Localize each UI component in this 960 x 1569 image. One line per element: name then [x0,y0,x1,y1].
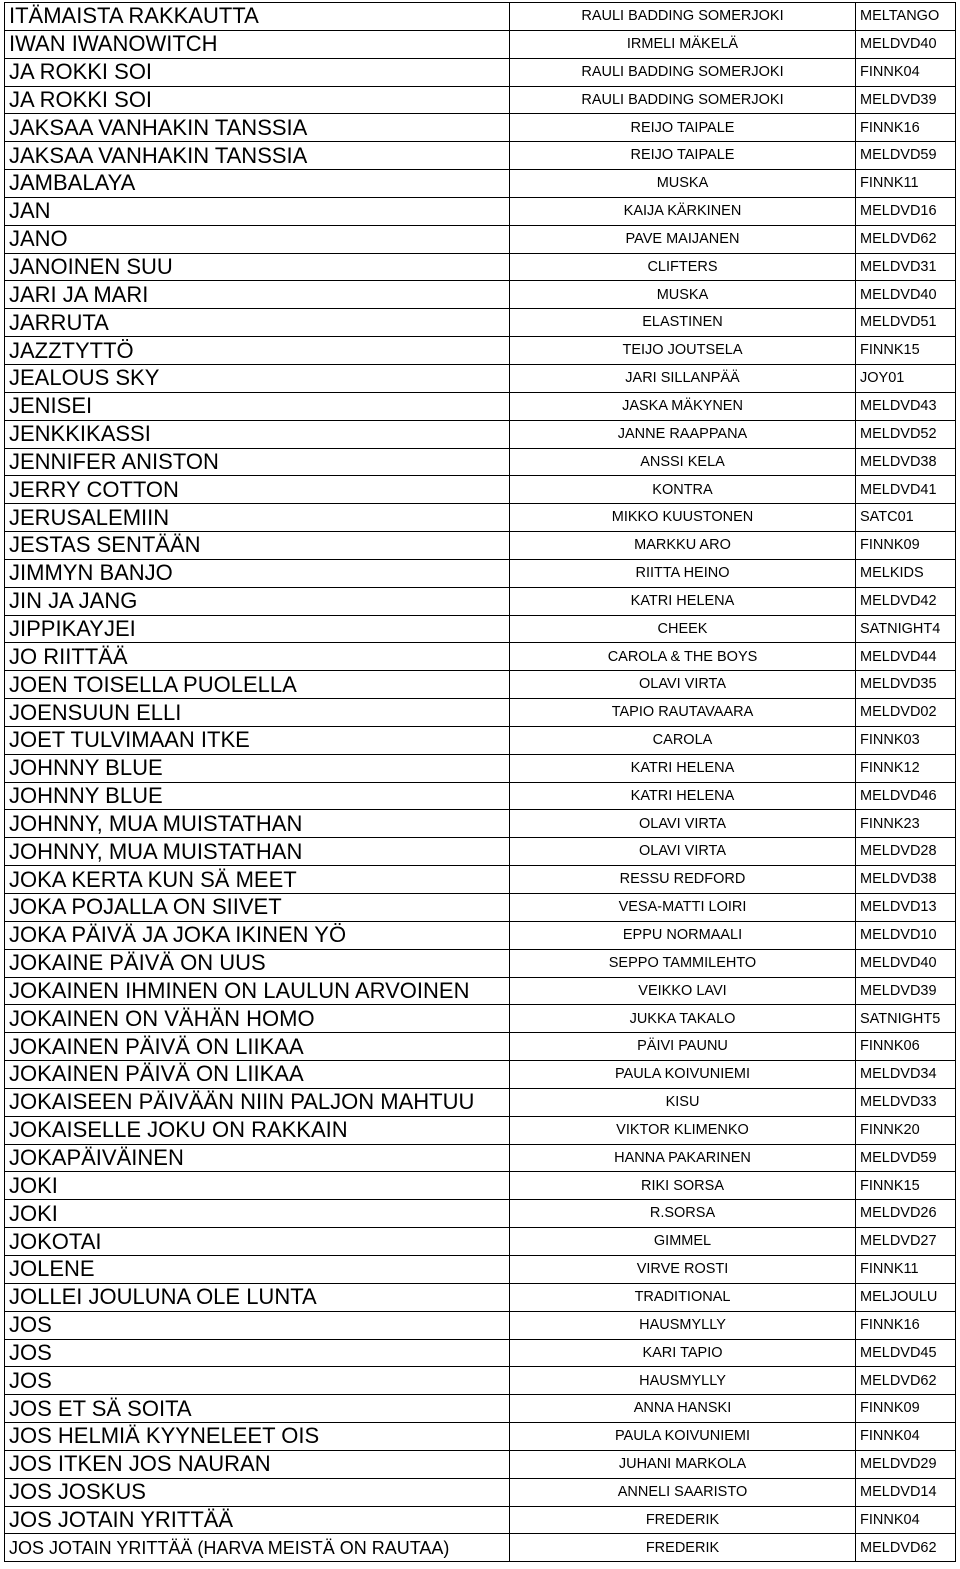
cell-code: FINNK12 [856,754,956,782]
cell-code: MELDVD62 [856,1534,956,1562]
cell-code: MELDVD46 [856,782,956,810]
cell-code: MELDVD62 [856,1367,956,1395]
table-row [5,643,956,671]
cell-title: JOHNNY, MUA MUISTATHAN [5,810,510,838]
cell-title: JOKAISELLE JOKU ON RAKKAIN [5,1116,510,1144]
table-row [5,1255,956,1283]
cell-code: FINNK15 [856,1172,956,1200]
cell-title: JAZZTYTTÖ [5,337,510,365]
cell-title: JO RIITTÄÄ [5,643,510,671]
table-row [5,1116,956,1144]
cell-artist: PAULA KOIVUNIEMI [510,1061,856,1089]
cell-artist: IRMELI MÄKELÄ [510,30,856,58]
cell-code: MELDVD38 [856,448,956,476]
table-row [5,1367,956,1395]
cell-title: JOKOTAI [5,1228,510,1256]
table-row [5,532,956,560]
table-row [5,1506,956,1534]
cell-code: MELDVD39 [856,86,956,114]
cell-code: MELDVD27 [856,1228,956,1256]
cell-title: JIMMYN BANJO [5,559,510,587]
cell-code: MELDVD52 [856,420,956,448]
cell-code: MELDVD59 [856,1144,956,1172]
cell-code: MELDVD16 [856,197,956,225]
table-row [5,1423,956,1451]
cell-artist: PAVE MAIJANEN [510,225,856,253]
cell-title: JARRUTA [5,309,510,337]
cell-artist: RAULI BADDING SOMERJOKI [510,3,856,31]
cell-artist: PÄIVI PAUNU [510,1033,856,1061]
cell-artist: MARKKU ARO [510,532,856,560]
cell-artist: KAIJA KÄRKINEN [510,197,856,225]
cell-artist: OLAVI VIRTA [510,810,856,838]
cell-artist: PAULA KOIVUNIEMI [510,1423,856,1451]
table-row [5,504,956,532]
cell-artist: TAPIO RAUTAVAARA [510,699,856,727]
cell-code: SATNIGHT4 [856,615,956,643]
table-row [5,894,956,922]
cell-artist: JUKKA TAKALO [510,1005,856,1033]
cell-title: JOKI [5,1172,510,1200]
cell-code: MELDVD43 [856,392,956,420]
table-row [5,1144,956,1172]
table-row [5,587,956,615]
cell-title: JOET TULVIMAAN ITKE [5,726,510,754]
table-row [5,559,956,587]
cell-title: JOHNNY BLUE [5,782,510,810]
cell-title: JOS JOTAIN YRITTÄÄ [5,1506,510,1534]
cell-title: JOKAINE PÄIVÄ ON UUS [5,949,510,977]
table-row [5,699,956,727]
table-row [5,86,956,114]
table-row [5,1228,956,1256]
cell-title: JIPPIKAYJEI [5,615,510,643]
cell-title: JOS ET SÄ SOITA [5,1395,510,1423]
cell-title: JERUSALEMIIN [5,504,510,532]
cell-artist: VIKTOR KLIMENKO [510,1116,856,1144]
cell-artist: FREDERIK [510,1506,856,1534]
cell-code: MELDVD14 [856,1478,956,1506]
cell-title: JOHNNY BLUE [5,754,510,782]
cell-title: JENKKIKASSI [5,420,510,448]
cell-code: MELDVD28 [856,838,956,866]
cell-artist: EPPU NORMAALI [510,921,856,949]
cell-title: JARI JA MARI [5,281,510,309]
cell-code: MELDVD40 [856,949,956,977]
cell-code: MELDVD34 [856,1061,956,1089]
cell-code: FINNK16 [856,114,956,142]
cell-artist: CHEEK [510,615,856,643]
cell-artist: CAROLA [510,726,856,754]
cell-title: JOKAINEN PÄIVÄ ON LIIKAA [5,1033,510,1061]
table-row [5,1534,956,1562]
table-row [5,1311,956,1339]
cell-artist: KONTRA [510,476,856,504]
table-row [5,1033,956,1061]
cell-code: FINNK16 [856,1311,956,1339]
cell-artist: KATRI HELENA [510,782,856,810]
cell-code: FINNK04 [856,1423,956,1451]
song-table-body [5,3,956,1562]
table-row [5,1061,956,1089]
cell-title: JOKAINEN PÄIVÄ ON LIIKAA [5,1061,510,1089]
cell-title: JOKAPÄIVÄINEN [5,1144,510,1172]
table-row [5,921,956,949]
cell-artist: VIRVE ROSTI [510,1255,856,1283]
cell-title: JOS JOTAIN YRITTÄÄ (HARVA MEISTÄ ON RAUTAA) [5,1534,510,1562]
cell-artist: R.SORSA [510,1200,856,1228]
cell-title: JOKAISEEN PÄIVÄÄN NIIN PALJON MAHTUU [5,1088,510,1116]
cell-code: MELDVD33 [856,1088,956,1116]
cell-code: FINNK09 [856,532,956,560]
table-row [5,782,956,810]
cell-artist: OLAVI VIRTA [510,838,856,866]
cell-title: JOKAINEN ON VÄHÄN HOMO [5,1005,510,1033]
cell-title: JOENSUUN ELLI [5,699,510,727]
cell-code: FINNK15 [856,337,956,365]
cell-code: JOY01 [856,364,956,392]
cell-code: MELDVD62 [856,225,956,253]
cell-title: JOS JOSKUS [5,1478,510,1506]
cell-code: MELJOULU [856,1283,956,1311]
cell-code: MELTANGO [856,3,956,31]
cell-artist: VESA-MATTI LOIRI [510,894,856,922]
table-row [5,1088,956,1116]
table-row [5,420,956,448]
table-row [5,1478,956,1506]
cell-code: FINNK23 [856,810,956,838]
cell-artist: TRADITIONAL [510,1283,856,1311]
cell-title: JOEN TOISELLA PUOLELLA [5,671,510,699]
cell-artist: KISU [510,1088,856,1116]
cell-code: FINNK11 [856,1255,956,1283]
table-row [5,142,956,170]
table-row [5,1200,956,1228]
cell-title: JIN JA JANG [5,587,510,615]
cell-code: MELDVD31 [856,253,956,281]
cell-title: JOKAINEN IHMINEN ON LAULUN ARVOINEN [5,977,510,1005]
cell-artist: OLAVI VIRTA [510,671,856,699]
table-row [5,170,956,198]
cell-code: MELDVD41 [856,476,956,504]
cell-code: FINNK04 [856,58,956,86]
cell-code: FINNK09 [856,1395,956,1423]
table-row [5,1395,956,1423]
table-row [5,1450,956,1478]
table-row [5,58,956,86]
table-row [5,1339,956,1367]
cell-artist: MUSKA [510,281,856,309]
cell-code: MELDVD59 [856,142,956,170]
cell-code: MELDVD13 [856,894,956,922]
cell-artist: MUSKA [510,170,856,198]
cell-artist: TEIJO JOUTSELA [510,337,856,365]
table-row [5,810,956,838]
cell-artist: KATRI HELENA [510,754,856,782]
cell-artist: SEPPO TAMMILEHTO [510,949,856,977]
table-row [5,392,956,420]
cell-code: FINNK04 [856,1506,956,1534]
cell-title: JEALOUS SKY [5,364,510,392]
cell-title: JOS [5,1311,510,1339]
cell-code: FINNK03 [856,726,956,754]
table-row [5,30,956,58]
cell-artist: HAUSMYLLY [510,1367,856,1395]
table-row [5,1172,956,1200]
cell-code: MELDVD40 [856,30,956,58]
cell-artist: HAUSMYLLY [510,1311,856,1339]
cell-artist: REIJO TAIPALE [510,142,856,170]
cell-title: JAKSAA VANHAKIN TANSSIA [5,142,510,170]
cell-title: JENISEI [5,392,510,420]
table-row [5,337,956,365]
table-row [5,949,956,977]
table-row [5,197,956,225]
table-row [5,448,956,476]
cell-artist: VEIKKO LAVI [510,977,856,1005]
cell-code: MELDVD40 [856,281,956,309]
cell-artist: ANNA HANSKI [510,1395,856,1423]
table-row [5,476,956,504]
cell-code: FINNK11 [856,170,956,198]
cell-title: JANOINEN SUU [5,253,510,281]
song-table [4,2,956,1562]
cell-title: JOS [5,1367,510,1395]
cell-artist: ANNELI SAARISTO [510,1478,856,1506]
cell-artist: GIMMEL [510,1228,856,1256]
cell-title: JANO [5,225,510,253]
table-row [5,671,956,699]
cell-title: JA ROKKI SOI [5,58,510,86]
cell-code: MELDVD44 [856,643,956,671]
cell-artist: KARI TAPIO [510,1339,856,1367]
cell-title: JA ROKKI SOI [5,86,510,114]
cell-title: JOLLEI JOULUNA OLE LUNTA [5,1283,510,1311]
cell-code: MELDVD26 [856,1200,956,1228]
cell-artist: CAROLA & THE BOYS [510,643,856,671]
cell-title: JENNIFER ANISTON [5,448,510,476]
cell-code: FINNK20 [856,1116,956,1144]
cell-artist: JARI SILLANPÄÄ [510,364,856,392]
cell-title: JOS [5,1339,510,1367]
cell-artist: HANNA PAKARINEN [510,1144,856,1172]
table-row [5,225,956,253]
cell-code: FINNK06 [856,1033,956,1061]
cell-artist: RIITTA HEINO [510,559,856,587]
cell-title: ITÄMAISTA RAKKAUTTA [5,3,510,31]
table-row [5,364,956,392]
cell-artist: RAULI BADDING SOMERJOKI [510,86,856,114]
cell-title: JOS ITKEN JOS NAURAN [5,1450,510,1478]
cell-title: IWAN IWANOWITCH [5,30,510,58]
cell-code: SATC01 [856,504,956,532]
table-row [5,615,956,643]
cell-artist: RAULI BADDING SOMERJOKI [510,58,856,86]
cell-title: JOHNNY, MUA MUISTATHAN [5,838,510,866]
cell-title: JOLENE [5,1255,510,1283]
table-row [5,253,956,281]
cell-artist: CLIFTERS [510,253,856,281]
table-row [5,1005,956,1033]
cell-artist: JANNE RAAPPANA [510,420,856,448]
cell-code: MELDVD02 [856,699,956,727]
cell-artist: RESSU REDFORD [510,866,856,894]
table-row [5,754,956,782]
cell-title: JOKA POJALLA ON SIIVET [5,894,510,922]
cell-code: MELDVD51 [856,309,956,337]
cell-artist: ANSSI KELA [510,448,856,476]
cell-code: MELKIDS [856,559,956,587]
cell-artist: ELASTINEN [510,309,856,337]
cell-code: MELDVD42 [856,587,956,615]
cell-artist: JASKA MÄKYNEN [510,392,856,420]
cell-title: JAMBALAYA [5,170,510,198]
cell-title: JAN [5,197,510,225]
cell-code: MELDVD39 [856,977,956,1005]
cell-code: SATNIGHT5 [856,1005,956,1033]
cell-artist: FREDERIK [510,1534,856,1562]
table-row [5,838,956,866]
table-row [5,866,956,894]
cell-artist: KATRI HELENA [510,587,856,615]
table-row [5,1283,956,1311]
table-row [5,726,956,754]
table-row [5,977,956,1005]
cell-title: JAKSAA VANHAKIN TANSSIA [5,114,510,142]
cell-title: JERRY COTTON [5,476,510,504]
cell-code: MELDVD38 [856,866,956,894]
cell-artist: RIKI SORSA [510,1172,856,1200]
cell-artist: REIJO TAIPALE [510,114,856,142]
cell-artist: MIKKO KUUSTONEN [510,504,856,532]
table-row [5,309,956,337]
cell-title: JESTAS SENTÄÄN [5,532,510,560]
table-row [5,3,956,31]
cell-artist: JUHANI MARKOLA [510,1450,856,1478]
cell-title: JOKA PÄIVÄ JA JOKA IKINEN YÖ [5,921,510,949]
cell-code: MELDVD10 [856,921,956,949]
cell-code: MELDVD29 [856,1450,956,1478]
cell-title: JOS HELMIÄ KYYNELEET OIS [5,1423,510,1451]
table-row [5,114,956,142]
cell-title: JOKI [5,1200,510,1228]
table-row [5,281,956,309]
cell-code: MELDVD35 [856,671,956,699]
cell-code: MELDVD45 [856,1339,956,1367]
cell-title: JOKA KERTA KUN SÄ MEET [5,866,510,894]
